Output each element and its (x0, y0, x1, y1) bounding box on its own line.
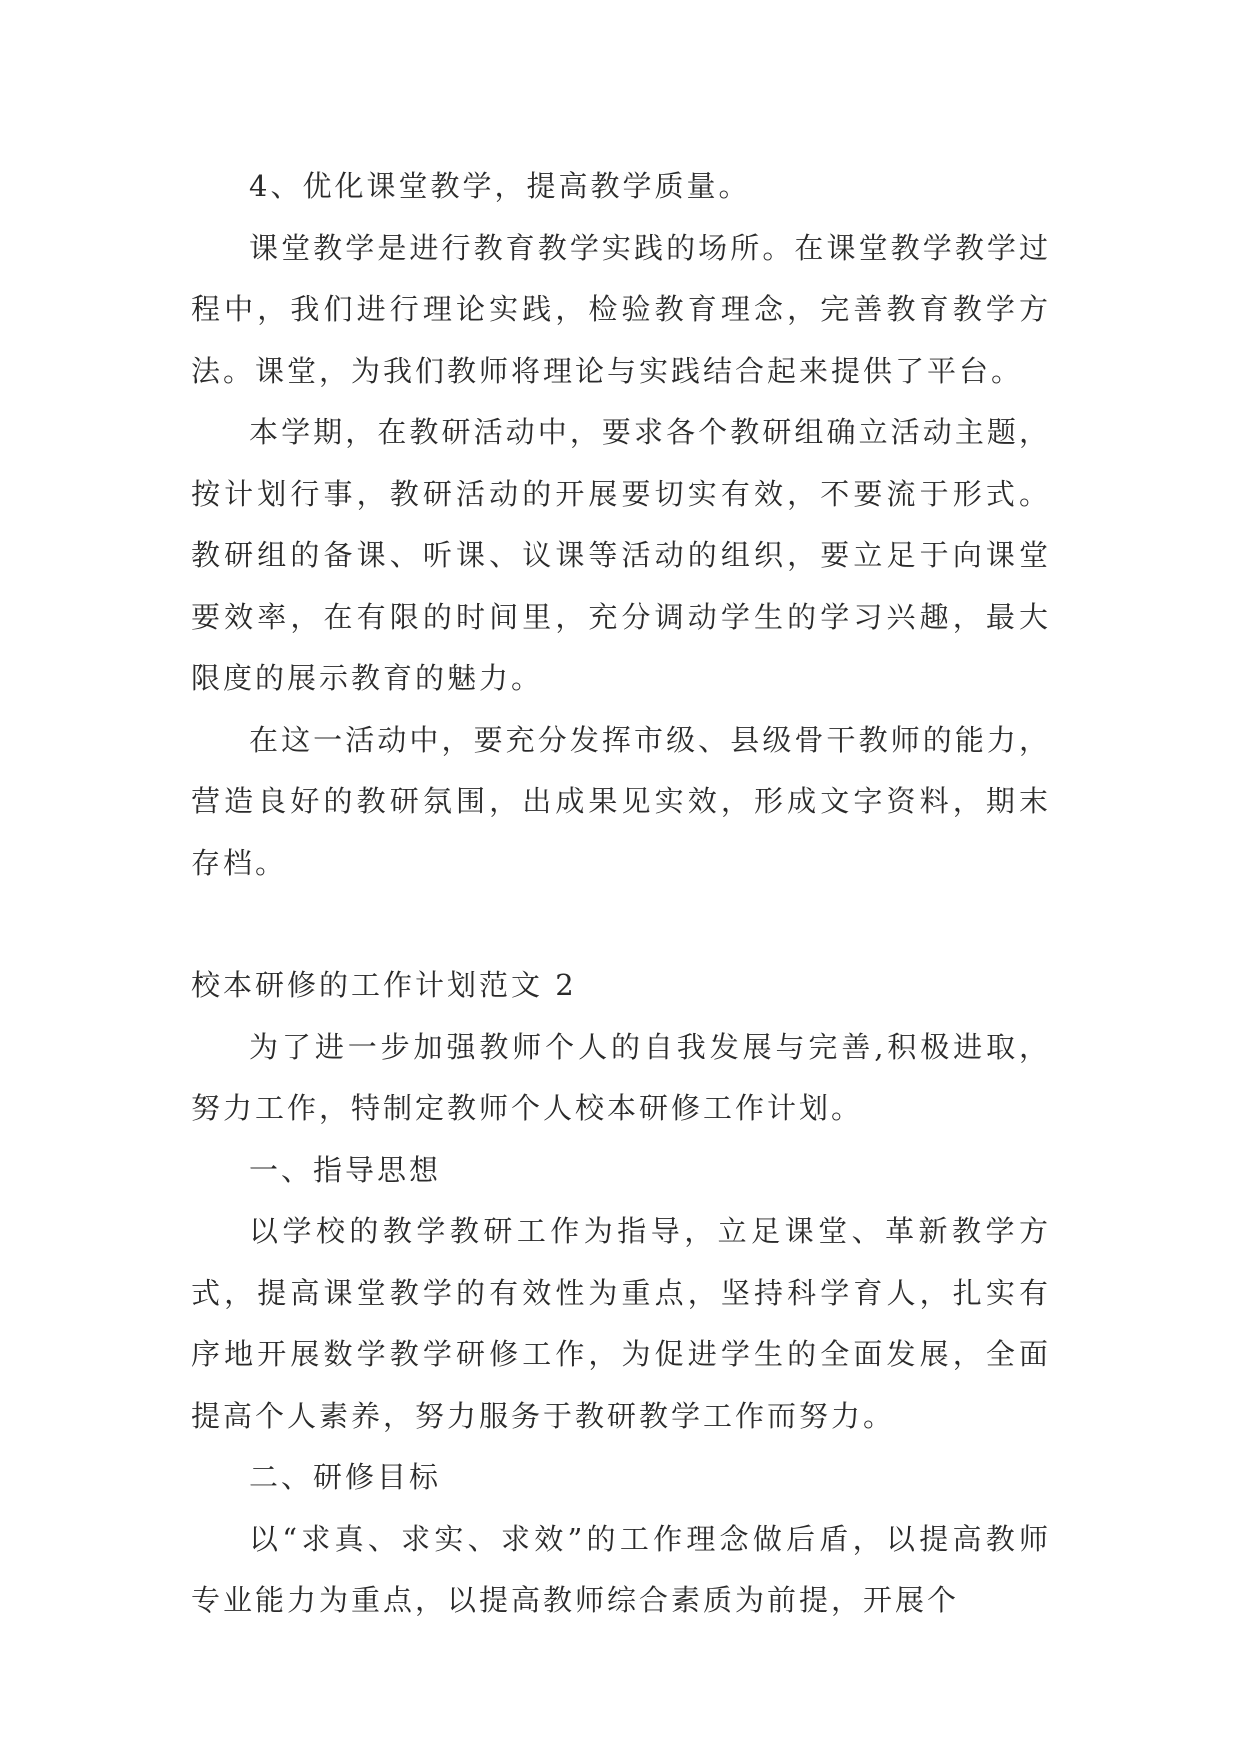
heading-research-goals: 二、研修目标 (249, 1460, 442, 1494)
heading-guiding-ideology: 一、指导思想 (249, 1152, 442, 1187)
paragraph-intro: 为了进一步加强教师个人的自我发展与完善,积极进取，努力工作，特制定教师个人校本研修工作计划。 (191, 1029, 1051, 1125)
document-body (191, 156, 1051, 1632)
paragraph-guiding-ideology: 以学校的教学教研工作为指导，立足课堂、革新教学方式，提高课堂教学的有效性为重点，坚持科学育人，扎实有序地开展数学教学研修工作，为促进学生的全面发展，全面提高个人素养，努力服务于教研教学工作而努力。 (191, 1214, 1051, 1433)
section-spacer (191, 894, 1051, 955)
paragraph-semester-research: 本学期，在教研活动中，要求各个教研组确立活动主题，按计划行事，教研活动的开展要切实有效，不要流于形式。教研组的备课、听课、议课等活动的组织，要立足于向课堂要效率，在有限的时间里，充分调动学生的学习兴趣，最大限度的展示教育的魅力。 (191, 415, 1051, 695)
paragraph-classroom-practice: 课堂教学是进行教育教学实践的场所。在课堂教学教学过程中，我们进行理论实践，检验教育理念，完善教育教学方法。课堂，为我们教师将理论与实践结合起来提供了平台。 (191, 230, 1051, 388)
paragraph-optimize-teaching-heading: 4、优化课堂教学，提高教学质量。 (249, 169, 751, 203)
paragraph-research-goals: 以“求真、求实、求效”的工作理念做后盾，以提高教师专业能力为重点，以提高教师综合素质为前提，开展个 (191, 1521, 1051, 1617)
paragraph-backbone-teachers: 在这一活动中，要充分发挥市级、县级骨干教师的能力，营造良好的教研氛围，出成果见实效，形成文字资料，期末存档。 (191, 722, 1051, 880)
section-title: 校本研修的工作计划范文 2 (191, 968, 577, 1002)
